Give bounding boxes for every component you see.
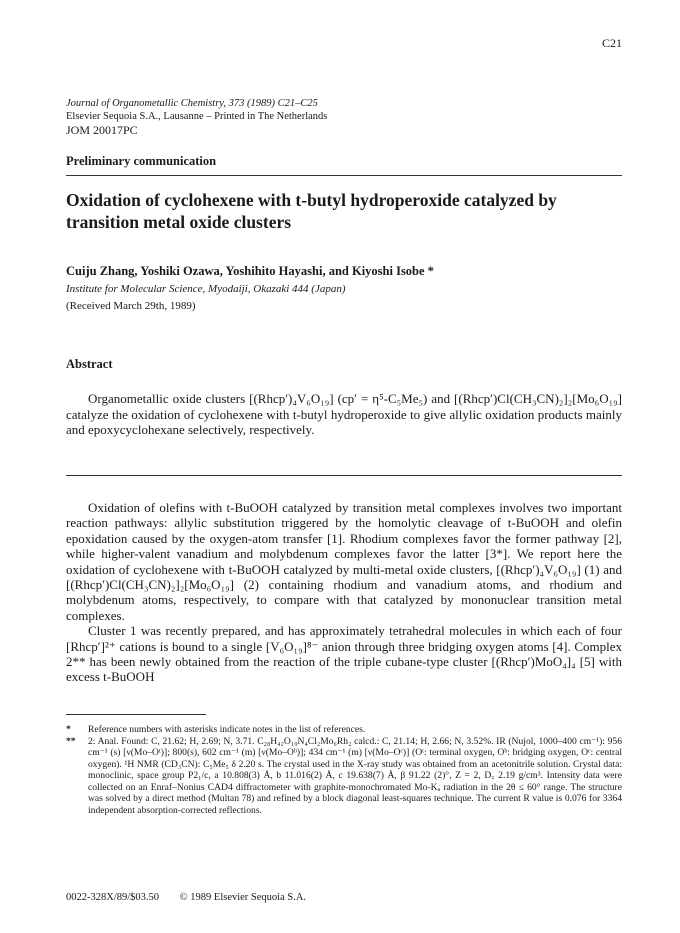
- footnote: [66, 724, 622, 736]
- footnote-text: 2: Anal. Found: C, 21.62; H, 2.69; N, 3.71. C₂₈H₄₂O₁₉N₄Cl₂Mo₆Rh₂ calcd.: C, 21.14; H, 2.66; N, 3.52%. IR (Nujol, 1000–400 cm⁻¹): 956 cm⁻¹ (s) [ν(Mo–Oᵗ)]; 800(s), 602 cm⁻¹ (m) [ν(Mo–Oᵇ)]; 434 cm⁻¹ (m) [ν(Mo–Oᶜ)] (Oᵗ: terminal oxygen, Oᵇ: bridging oxygen, Oᶜ: central oxygen). ¹H NMR (CD₃CN): C₅Me₅ δ 2.20 s. The crystal used in the X-ray study was obtained from an acetonitrile solution. Crystal data: monoclinic, space group P2₁/c, a 10.808(3) Å, b 11.016(2) Å, c 19.638(7) Å, β 91.22 (2)°, Z = 2, D꜀ 2.19 g/cm³. Intensity data were collected on an Enraf–Nonius CAD4 diffractometer with graphite-monochromated Mo-Kₐ radiation in the 2θ ≤ 60° range. The structure was solved by a direct method (Multan 78) and refined by a block diagonal least-squares technique. The current R value is 0.076 for 3364 independent absorption-corrected reflections.: [88, 735, 622, 816]
- abstract-rule: [66, 475, 622, 476]
- copyright: © 1989 Elsevier Sequoia S.A.: [179, 892, 307, 903]
- author-list: Cuiju Zhang, Yoshiki Ozawa, Yoshihito Hayashi, and Kiyoshi Isobe *: [66, 264, 434, 278]
- abstract-heading: Abstract: [66, 357, 113, 371]
- header-rule: [66, 175, 622, 176]
- received-date: (Received March 29th, 1989): [66, 300, 196, 312]
- article-code: JOM 20017PC: [66, 123, 138, 137]
- article-title: Oxidation of cyclohexene with t-butyl hydroperoxide catalyzed by transition metal oxide clusters: [66, 190, 557, 232]
- page-number: C21: [601, 36, 622, 50]
- body-paragraph: Cluster 1 was recently prepared, and has approximately tetrahedral molecules in which each of four [Rhcp′]²⁺ cations is bound to a single [V₆O₁₉]⁸⁻ anion through three bridging oxygen atoms [4]. Complex 2** has been newly obtained from the reaction of the triple cubane-type cluster [(Rhcp′)MoO₄]₄ [5] with excess t-BuOOH: [66, 623, 622, 685]
- issn-price: 0022-328X/89/$03.50: [66, 892, 160, 903]
- footnotes: [66, 724, 622, 816]
- journal-header: [66, 97, 626, 137]
- affiliation: Institute for Molecular Science, Myodaiji, Okazaki 444 (Japan): [66, 283, 346, 295]
- page-footer: [66, 892, 306, 903]
- publisher-line: Elsevier Sequoia S.A., Lausanne – Printed in The Netherlands: [66, 111, 328, 122]
- footnote-mark: *: [66, 724, 71, 735]
- body-paragraph: Oxidation of olefins with t-BuOOH catalyzed by transition metal complexes involves two important reaction pathways: allylic substitution triggered by the homolytic cleavage of t-BuOOH and olefin epoxidation caused by the oxygen-atom transfer [1]. Rhodium complexes favor the former pathway [2], while higher-valent vanadium and molybdenum complexes favor the latter [3*]. We report here the oxidation of cyclohexene with t-BuOOH catalyzed by multi-metal oxide clusters, [(Rhcp′)₄V₆O₁₉] (1) and [(Rhcp′)Cl(CH₃CN)₂]₂[Mo₆O₁₉] (2) containing rhodium and vanadium atoms, and rhodium and molybdenum atoms, respectively, to compare with that catalyzed by mononuclear transition metal complexes.: [66, 500, 622, 623]
- section-label: Preliminary communication: [66, 154, 217, 168]
- footnote-rule: [66, 714, 206, 715]
- footnote-mark: **: [66, 735, 76, 747]
- main-body: [66, 500, 622, 685]
- footnote: [66, 736, 622, 817]
- journal-citation: Journal of Organometallic Chemistry, 373 (1989) C21–C25: [66, 98, 318, 109]
- abstract-text: Organometallic oxide clusters [(Rhcp′)₄V₆O₁₉] (cp′ = η⁵-C₅Me₅) and [(Rhcp′)Cl(CH₃CN)₂]₂[Mo₆O₁₉] catalyze the oxidation of cyclohexene with t-butyl hydroperoxide to give allylic oxidation products mainly and epoxycyclohexane selectively, respectively.: [66, 391, 622, 437]
- footnote-text: Reference numbers with asterisks indicate notes in the list of references.: [88, 724, 366, 735]
